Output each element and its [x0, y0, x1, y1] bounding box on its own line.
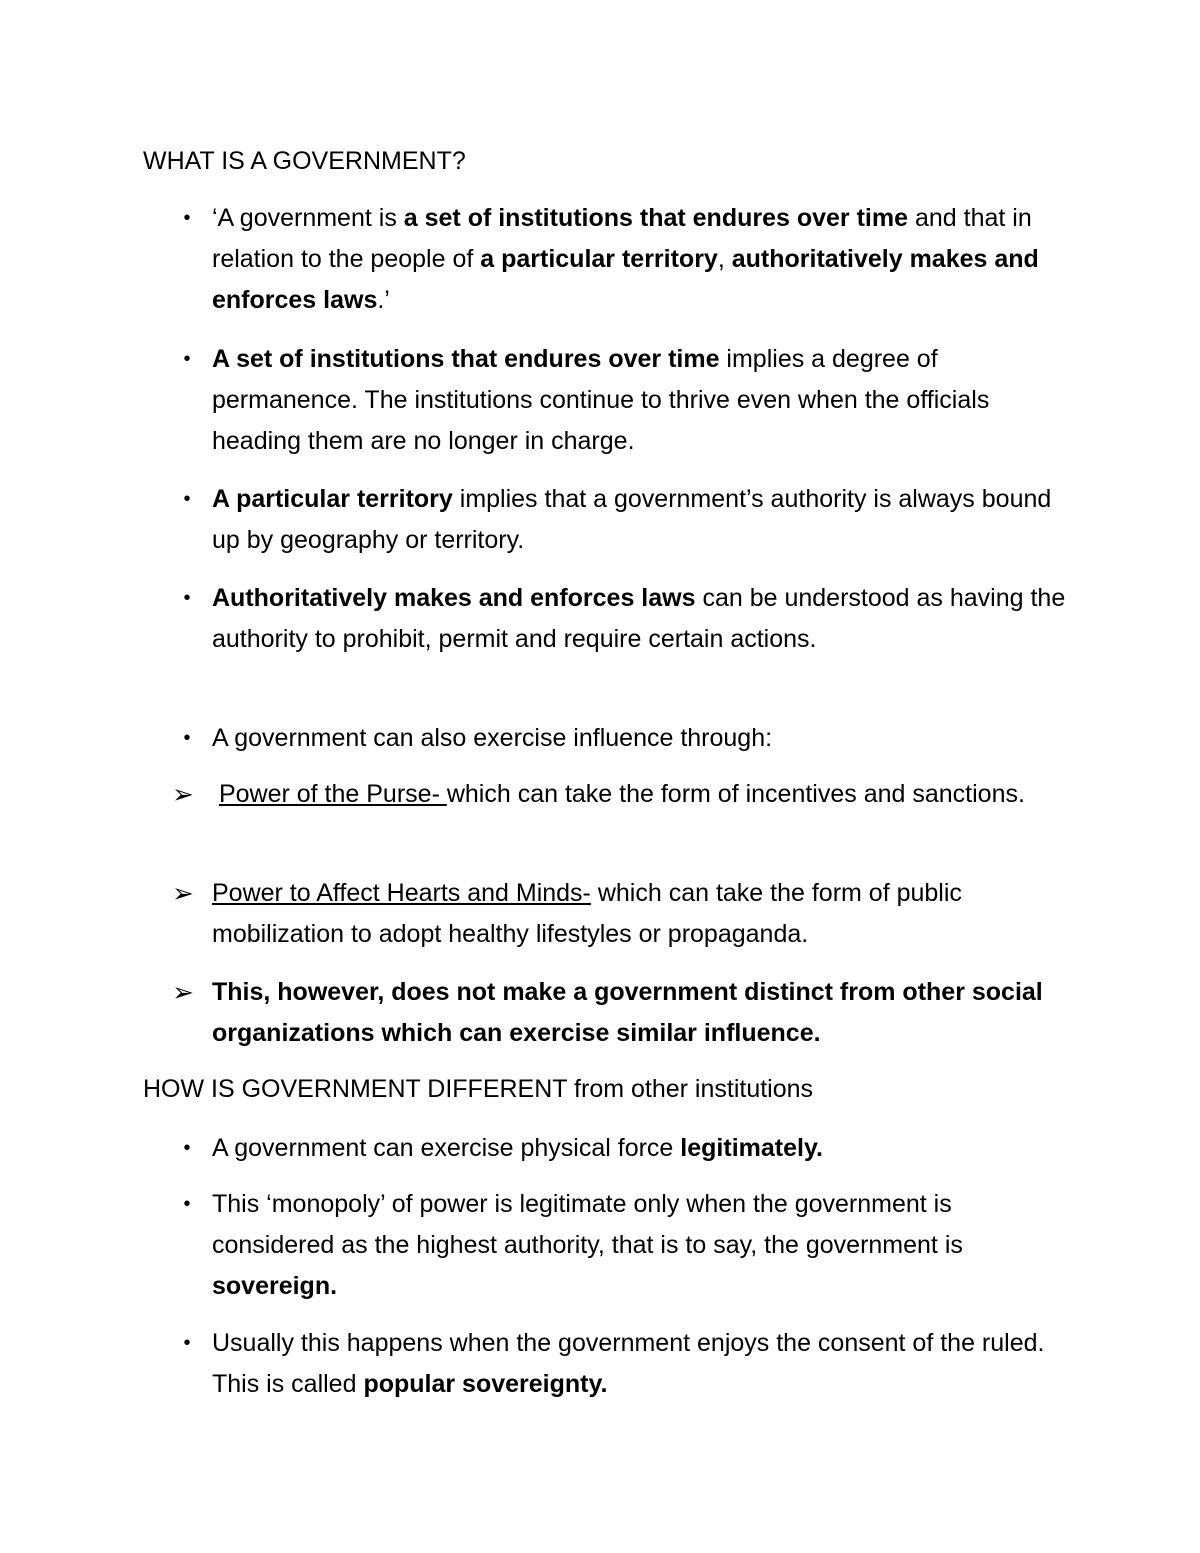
bullet-icon: [172, 339, 202, 380]
list-item-territory: • A particular territory implies that a government’s authority is always bound up by geography or territory.: [212, 479, 1072, 561]
bullet-icon: [172, 479, 202, 520]
sub-item-not-distinct: ➢ This, however, does not make a government distinct from other social organizations which can exercise similar influence.: [212, 972, 1072, 1054]
list-item-institutions: • A set of institutions that endures over time implies a degree of permanence. The institutions continue to thrive even when the officials heading them are no longer in charge.: [212, 339, 1072, 462]
bullet-icon: [172, 718, 202, 759]
bullet-icon: [172, 1323, 202, 1364]
list-item-influence: • A government can also exercise influence through:: [212, 718, 1072, 759]
list-item-definition: • ‘A government is a set of institutions that endures over time and that in relation to the people of a particular territory, authoritatively makes and enforces laws.’: [212, 198, 1072, 321]
list-item-physical-force: • A government can exercise physical force legitimately.: [212, 1128, 1072, 1169]
sub-item-hearts-and-minds: ➢ Power to Affect Hearts and Minds- which can take the form of public mobilization to adopt healthy lifestyles or propaganda.: [212, 873, 1072, 955]
bullet-icon: [172, 1184, 202, 1225]
arrow-bullet-icon: [166, 972, 200, 1013]
list-item-popular-sovereignty: • Usually this happens when the government enjoys the consent of the ruled. This is called popular sovereignty.: [212, 1323, 1072, 1405]
arrow-bullet-icon: [166, 873, 200, 914]
list-item-laws: • Authoritatively makes and enforces laws can be understood as having the authority to prohibit, permit and require certain actions.: [212, 578, 1072, 660]
arrow-bullet-icon: [166, 774, 200, 815]
bullet-icon: [172, 198, 202, 239]
bullet-icon: [172, 1128, 202, 1169]
list-item-monopoly: • This ‘monopoly’ of power is legitimate only when the government is considered as the highest authority, that is to say, the government is sovereign.: [212, 1184, 1072, 1307]
heading-what-is-government: WHAT IS A GOVERNMENT?: [143, 147, 466, 175]
sub-item-power-of-purse: ➢ Power of the Purse- which can take the form of incentives and sanctions.: [212, 774, 1072, 815]
bullet-icon: [172, 578, 202, 619]
heading-how-different: HOW IS GOVERNMENT DIFFERENT from other institutions: [143, 1075, 814, 1103]
